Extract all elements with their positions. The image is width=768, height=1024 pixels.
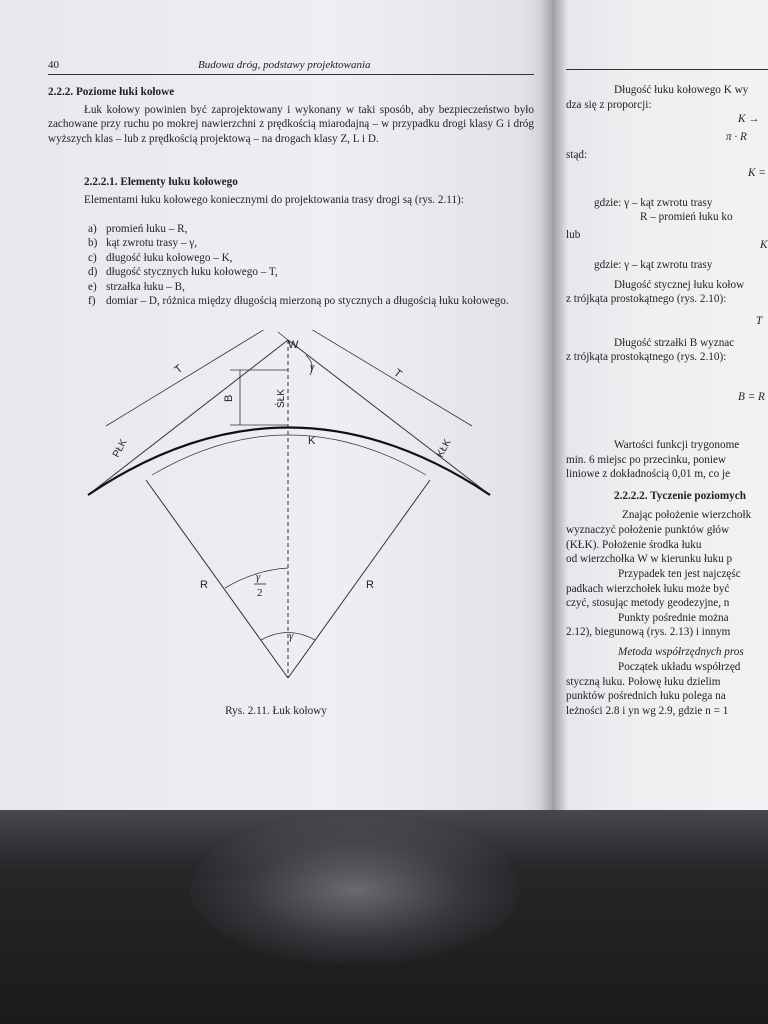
right-line: padkach wierzchołek łuku może być	[566, 583, 730, 595]
list-text: długość stycznych łuku kołowego – T,	[106, 266, 278, 279]
elements-list	[88, 222, 534, 308]
book-gutter	[540, 0, 566, 810]
list-item	[88, 222, 534, 236]
dimension-k-arc	[152, 435, 426, 475]
right-line: π · R	[726, 131, 747, 143]
label-r-left: R	[200, 579, 208, 591]
list-marker: c)	[88, 251, 97, 264]
list-text: kąt zwrotu trasy – γ,	[106, 237, 198, 250]
page-header	[48, 58, 534, 75]
paragraph-1: Łuk kołowy powinien być zaprojektowany i wykonany w taki sposób, aby bezpieczeństwo było zachowane przy ruchu po mokrej nawierzchni z prędkością miarodajną – w przypadku drogi klasy G i dróg wyższych klas – lub z prędkością projektową – na drogach klasy Z, L i D.	[48, 104, 534, 145]
list-marker: a)	[88, 223, 97, 235]
right-line: z trójkąta prostokątnego (rys. 2.10):	[566, 293, 727, 305]
right-line: Metoda współrzędnych pros	[618, 646, 744, 658]
right-line: K	[760, 239, 768, 251]
right-line: T	[756, 315, 763, 327]
list-item	[88, 265, 534, 279]
label-t-right: T	[391, 366, 404, 381]
list-text: strzałka łuku – B,	[106, 280, 185, 293]
right-line: gdzie: γ – kąt zwrotu trasy	[594, 259, 713, 271]
label-k: K	[308, 435, 316, 447]
right-line: Znając położenie wierzchołk	[622, 509, 752, 521]
label-gamma-bottom: γ	[289, 630, 294, 642]
right-line: Długość łuku kołowego K wy	[614, 84, 749, 96]
list-item	[88, 294, 534, 308]
list-marker: e)	[88, 280, 97, 293]
label-plk: PŁK	[110, 437, 130, 460]
label-w: W	[288, 339, 299, 351]
radius-left	[146, 480, 288, 678]
tangent-left	[88, 340, 288, 495]
right-line: K →	[738, 113, 760, 125]
dimension-t-right	[306, 330, 472, 426]
right-line: Wartości funkcji trygonome	[614, 439, 740, 451]
list-text: długość łuku kołowego – K,	[106, 251, 233, 264]
list-item	[88, 251, 534, 265]
page-number: 40	[48, 59, 59, 71]
right-line: liniowe z dokładnością 0,01 m, co je	[566, 468, 731, 480]
right-line: Przypadek ten jest najczęśc	[618, 568, 741, 580]
list-text: promień łuku – R,	[106, 223, 188, 235]
label-klk: KŁK	[434, 437, 454, 460]
subsection-heading: 2.2.2.1. Elementy łuku kołowego	[84, 176, 238, 188]
right-line: leżności 2.8 i yn wg 2.9, gdzie n = 1	[566, 705, 729, 717]
label-slk: ŚŁK	[276, 389, 287, 408]
right-line: R – promień łuku ko	[640, 211, 733, 223]
right-line: styczną łuku. Połowę łuku dzielim	[566, 676, 721, 688]
list-marker: f)	[88, 295, 96, 308]
right-line: gdzie: γ – kąt zwrotu trasy	[594, 197, 713, 209]
right-line: 2.2.2.2. Tyczenie poziomych	[614, 490, 746, 502]
right-line: lub	[566, 229, 581, 241]
right-line: punktów pośrednich łuku polega na	[566, 690, 726, 702]
list-marker: d)	[88, 266, 98, 279]
tangent-right	[288, 340, 490, 495]
dimension-t-left	[106, 330, 270, 426]
list-item	[88, 236, 534, 250]
right-line: K =	[748, 167, 766, 179]
right-line: min. 6 miejsc po przecinku, poniew	[566, 454, 727, 466]
right-line: Punkty pośrednie można	[618, 612, 729, 624]
label-t-left: T	[172, 362, 186, 377]
right-line: Długość strzałki B wyznac	[614, 337, 735, 349]
list-text: domiar – D, różnica między długością mierzoną po stycznych a długością łuku kołowego.	[106, 295, 509, 308]
list-item	[88, 280, 534, 294]
right-line: 2.12), biegunową (rys. 2.13) i innym	[566, 626, 731, 638]
figure-caption: Rys. 2.11. Łuk kołowy	[225, 705, 327, 717]
list-marker: b)	[88, 237, 98, 250]
label-r-right: R	[366, 579, 374, 591]
main-arc	[88, 428, 490, 496]
right-header-rule	[566, 68, 768, 70]
label-half-denominator: 2	[257, 587, 263, 599]
right-line: z trójkąta prostokątnego (rys. 2.10):	[566, 351, 727, 363]
label-b: B	[223, 394, 235, 402]
circular-arc-figure	[80, 330, 500, 685]
label-half-numerator: γ	[256, 571, 261, 583]
section-heading: 2.2.2. Poziome łuki kołowe	[48, 86, 175, 98]
running-title: Budowa dróg, podstawy projektowania	[198, 59, 371, 71]
label-gamma-top: γ	[310, 361, 315, 373]
right-line: czyć, stosując metody geodezyjne, n	[566, 597, 730, 609]
right-line: wyznaczyć położenie punktów głów	[566, 524, 730, 536]
right-line: Długość stycznej łuku kołow	[614, 279, 745, 291]
right-line: Początek układu współrzęd	[618, 661, 741, 673]
paragraph-2: Elementami łuku kołowego koniecznymi do projektowania trasy drogi są (rys. 2.11):	[84, 194, 464, 206]
right-line: stąd:	[566, 149, 588, 161]
right-line: B = R	[738, 391, 765, 403]
right-line: dza się z proporcji:	[566, 99, 652, 111]
right-line: od wierzchołka W w kierunku łuku p	[566, 553, 733, 565]
right-line: (KŁK). Położenie środka łuku	[566, 539, 702, 551]
radius-right	[288, 480, 430, 678]
light-glare	[190, 815, 520, 965]
